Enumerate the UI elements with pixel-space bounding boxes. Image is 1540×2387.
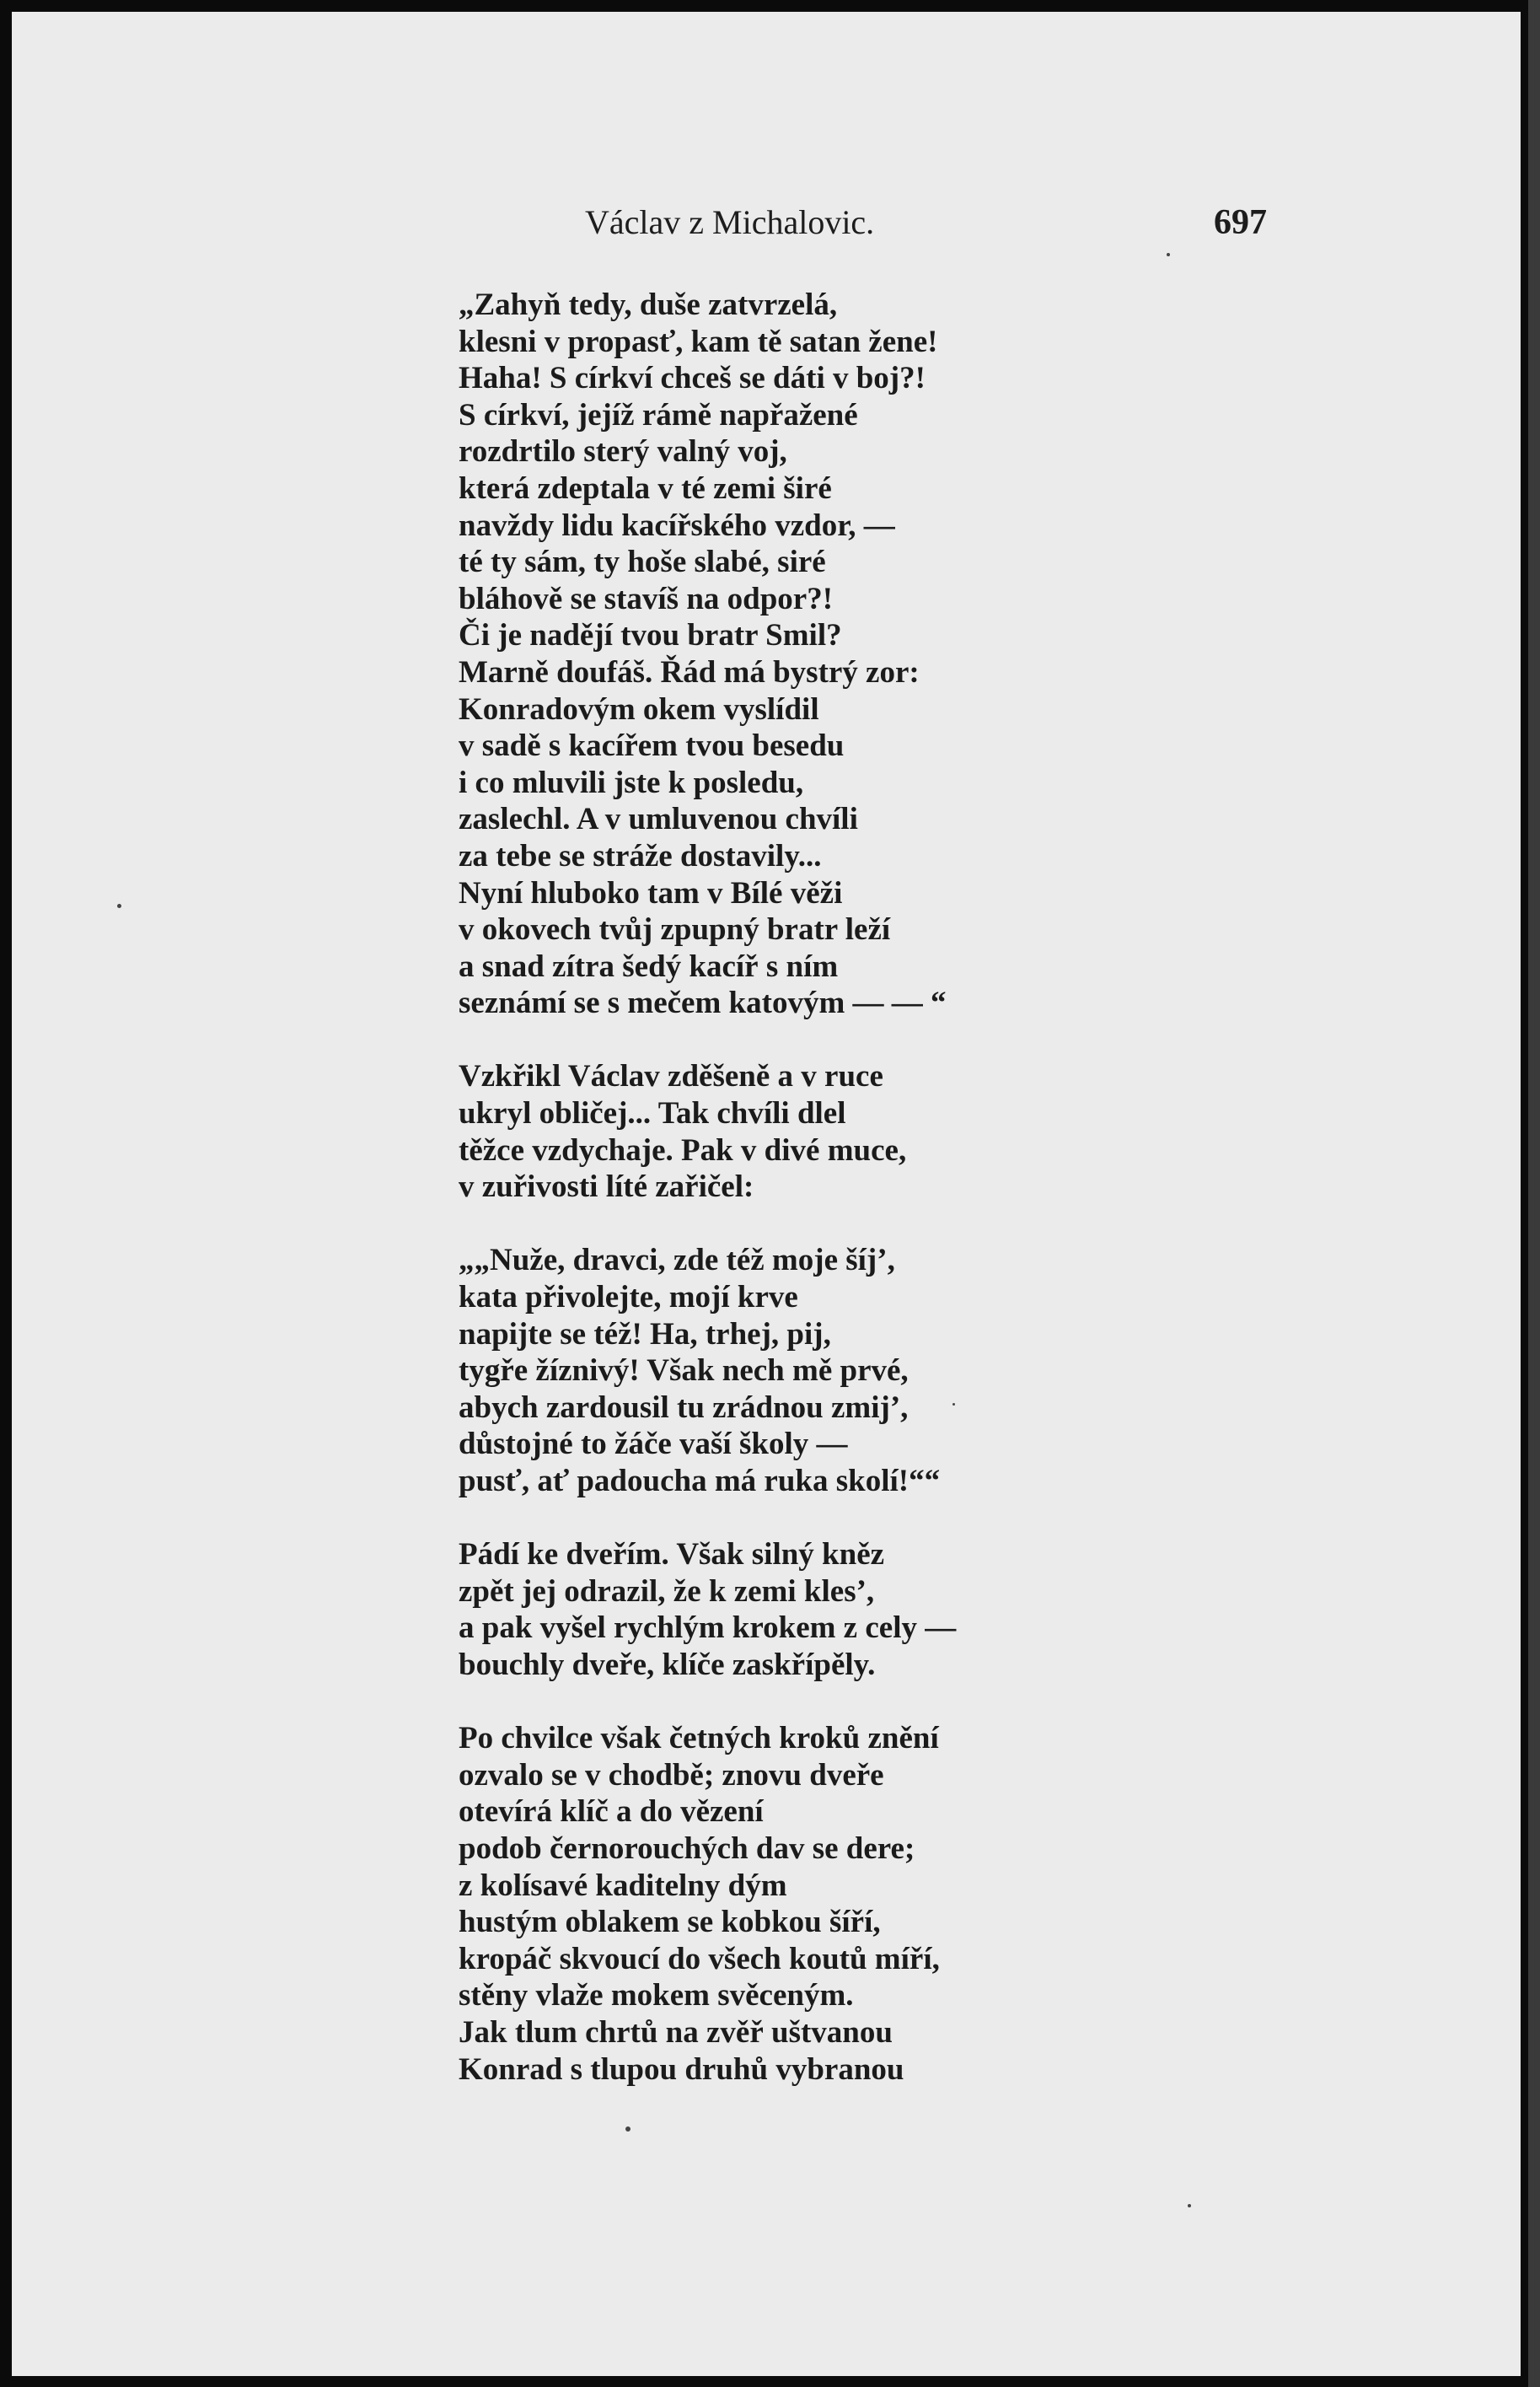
- verse-line: a snad zítra šedý kacíř s ním: [459, 949, 839, 984]
- verse-line: za tebe se stráže dostavily...: [459, 838, 822, 874]
- verse-line: Či je nadějí tvou bratr Smil?: [459, 618, 842, 653]
- verse-line: „Zahyň tedy, duše zatvrzelá,: [459, 288, 838, 322]
- verse-line: Konrad s tlupou druhů vybranou: [459, 2051, 904, 2087]
- verse-line: která zdeptala v té zemi širé: [459, 470, 832, 506]
- verse-line: z kolísavé kaditelny dým: [459, 1868, 787, 1903]
- verse-line: „„Nuže, dravci, zde též moje šíj’,: [459, 1243, 895, 1278]
- verse-line: abych zardousil tu zrádnou zmij’,: [459, 1390, 909, 1425]
- print-speck: [625, 2126, 630, 2132]
- verse-line: tygře žíznivý! Však nech mě prvé,: [459, 1353, 909, 1389]
- verse-line: hustým oblakem se kobkou šíří,: [459, 1905, 881, 1940]
- verse-line: v zuřivosti líté zařičel:: [459, 1169, 754, 1205]
- verse-line: bouchly dveře, klíče zaskřípěly.: [459, 1647, 876, 1682]
- stanza: [459, 1720, 1495, 2088]
- page-header: [12, 202, 1521, 253]
- verse-line: seznámí se s mečem katovým — — “: [459, 986, 947, 1021]
- verse-line: důstojné to žáče vaší školy —: [459, 1427, 848, 1462]
- verse-line: zpět jej odrazil, že k zemi kles’,: [459, 1573, 875, 1609]
- verse-line: v sadě s kacířem tvou besedu: [459, 728, 845, 764]
- verse-line: Jak tlum chrtů na zvěř uštvanou: [459, 2014, 893, 2050]
- print-speck: [1167, 253, 1170, 256]
- verse-line: klesni v propasť, kam tě satan žene!: [459, 324, 938, 359]
- verse-line: pusť, ať padoucha má ruka skolí!““: [459, 1464, 941, 1498]
- page-number: 697: [1214, 203, 1267, 242]
- verse-line: zaslechl. A v umluvenou chvíli: [459, 802, 858, 837]
- print-speck: [1188, 2204, 1191, 2207]
- verse-line: i co mluvili jste k posledu,: [459, 765, 804, 800]
- print-speck: [117, 904, 121, 908]
- verse-line: těžce vzdychaje. Pak v divé muce,: [459, 1132, 907, 1168]
- verse-line: kata přivolejte, mojí krve: [459, 1280, 798, 1315]
- verse-line: Haha! S církví chceš se dáti v boj?!: [459, 361, 926, 396]
- verse-line: Nyní hluboko tam v Bílé věži: [459, 875, 843, 911]
- verse-line: S církví, jejíž rámě napřažené: [459, 397, 858, 433]
- verse-line: Marně doufáš. Řád má bystrý zor:: [459, 654, 920, 690]
- book-page: [12, 12, 1521, 2376]
- book-spine-edge: [1528, 0, 1540, 2387]
- verse-line: rozdrtilo sterý valný voj,: [459, 434, 787, 470]
- verse-line: a pak vyšel rychlým krokem z cely —: [459, 1610, 957, 1646]
- verse-line: Po chvilce však četných kroků znění: [459, 1721, 939, 1756]
- verse-line: kropáč skvoucí do všech koutů míří,: [459, 1941, 940, 1976]
- verse-line: navždy lidu kacířského vzdor, —: [459, 508, 895, 543]
- poem-text: [459, 287, 1495, 2125]
- verse-line: podob černorouchých dav se dere;: [459, 1831, 915, 1866]
- verse-line: Vzkřikl Václav zděšeně a v ruce: [459, 1059, 883, 1094]
- stanza: [459, 1536, 1495, 1683]
- verse-line: té ty sám, ty hoše slabé, siré: [459, 545, 826, 580]
- verse-line: v okovech tvůj zpupný bratr leží: [459, 912, 891, 948]
- print-speck: [952, 1403, 955, 1406]
- verse-line: stěny vlaže mokem svěceným.: [459, 1978, 854, 2013]
- verse-line: ozvalo se v chodbě; znovu dveře: [459, 1757, 884, 1793]
- verse-line: ukryl obličej... Tak chvíli dlel: [459, 1096, 846, 1132]
- verse-line: bláhově se stavíš na odpor?!: [459, 581, 834, 616]
- verse-line: Pádí ke dveřím. Však silný kněz: [459, 1537, 885, 1573]
- stanza: [459, 287, 1495, 1022]
- verse-line: napijte se též! Ha, trhej, pij,: [459, 1316, 831, 1352]
- running-head: Václav z Michalovic.: [585, 203, 875, 241]
- stanza: [459, 1242, 1495, 1499]
- stanza: [459, 1058, 1495, 1205]
- verse-line: otevírá klíč a do vězení: [459, 1794, 764, 1830]
- verse-line: Konradovým okem vyslídil: [459, 691, 819, 727]
